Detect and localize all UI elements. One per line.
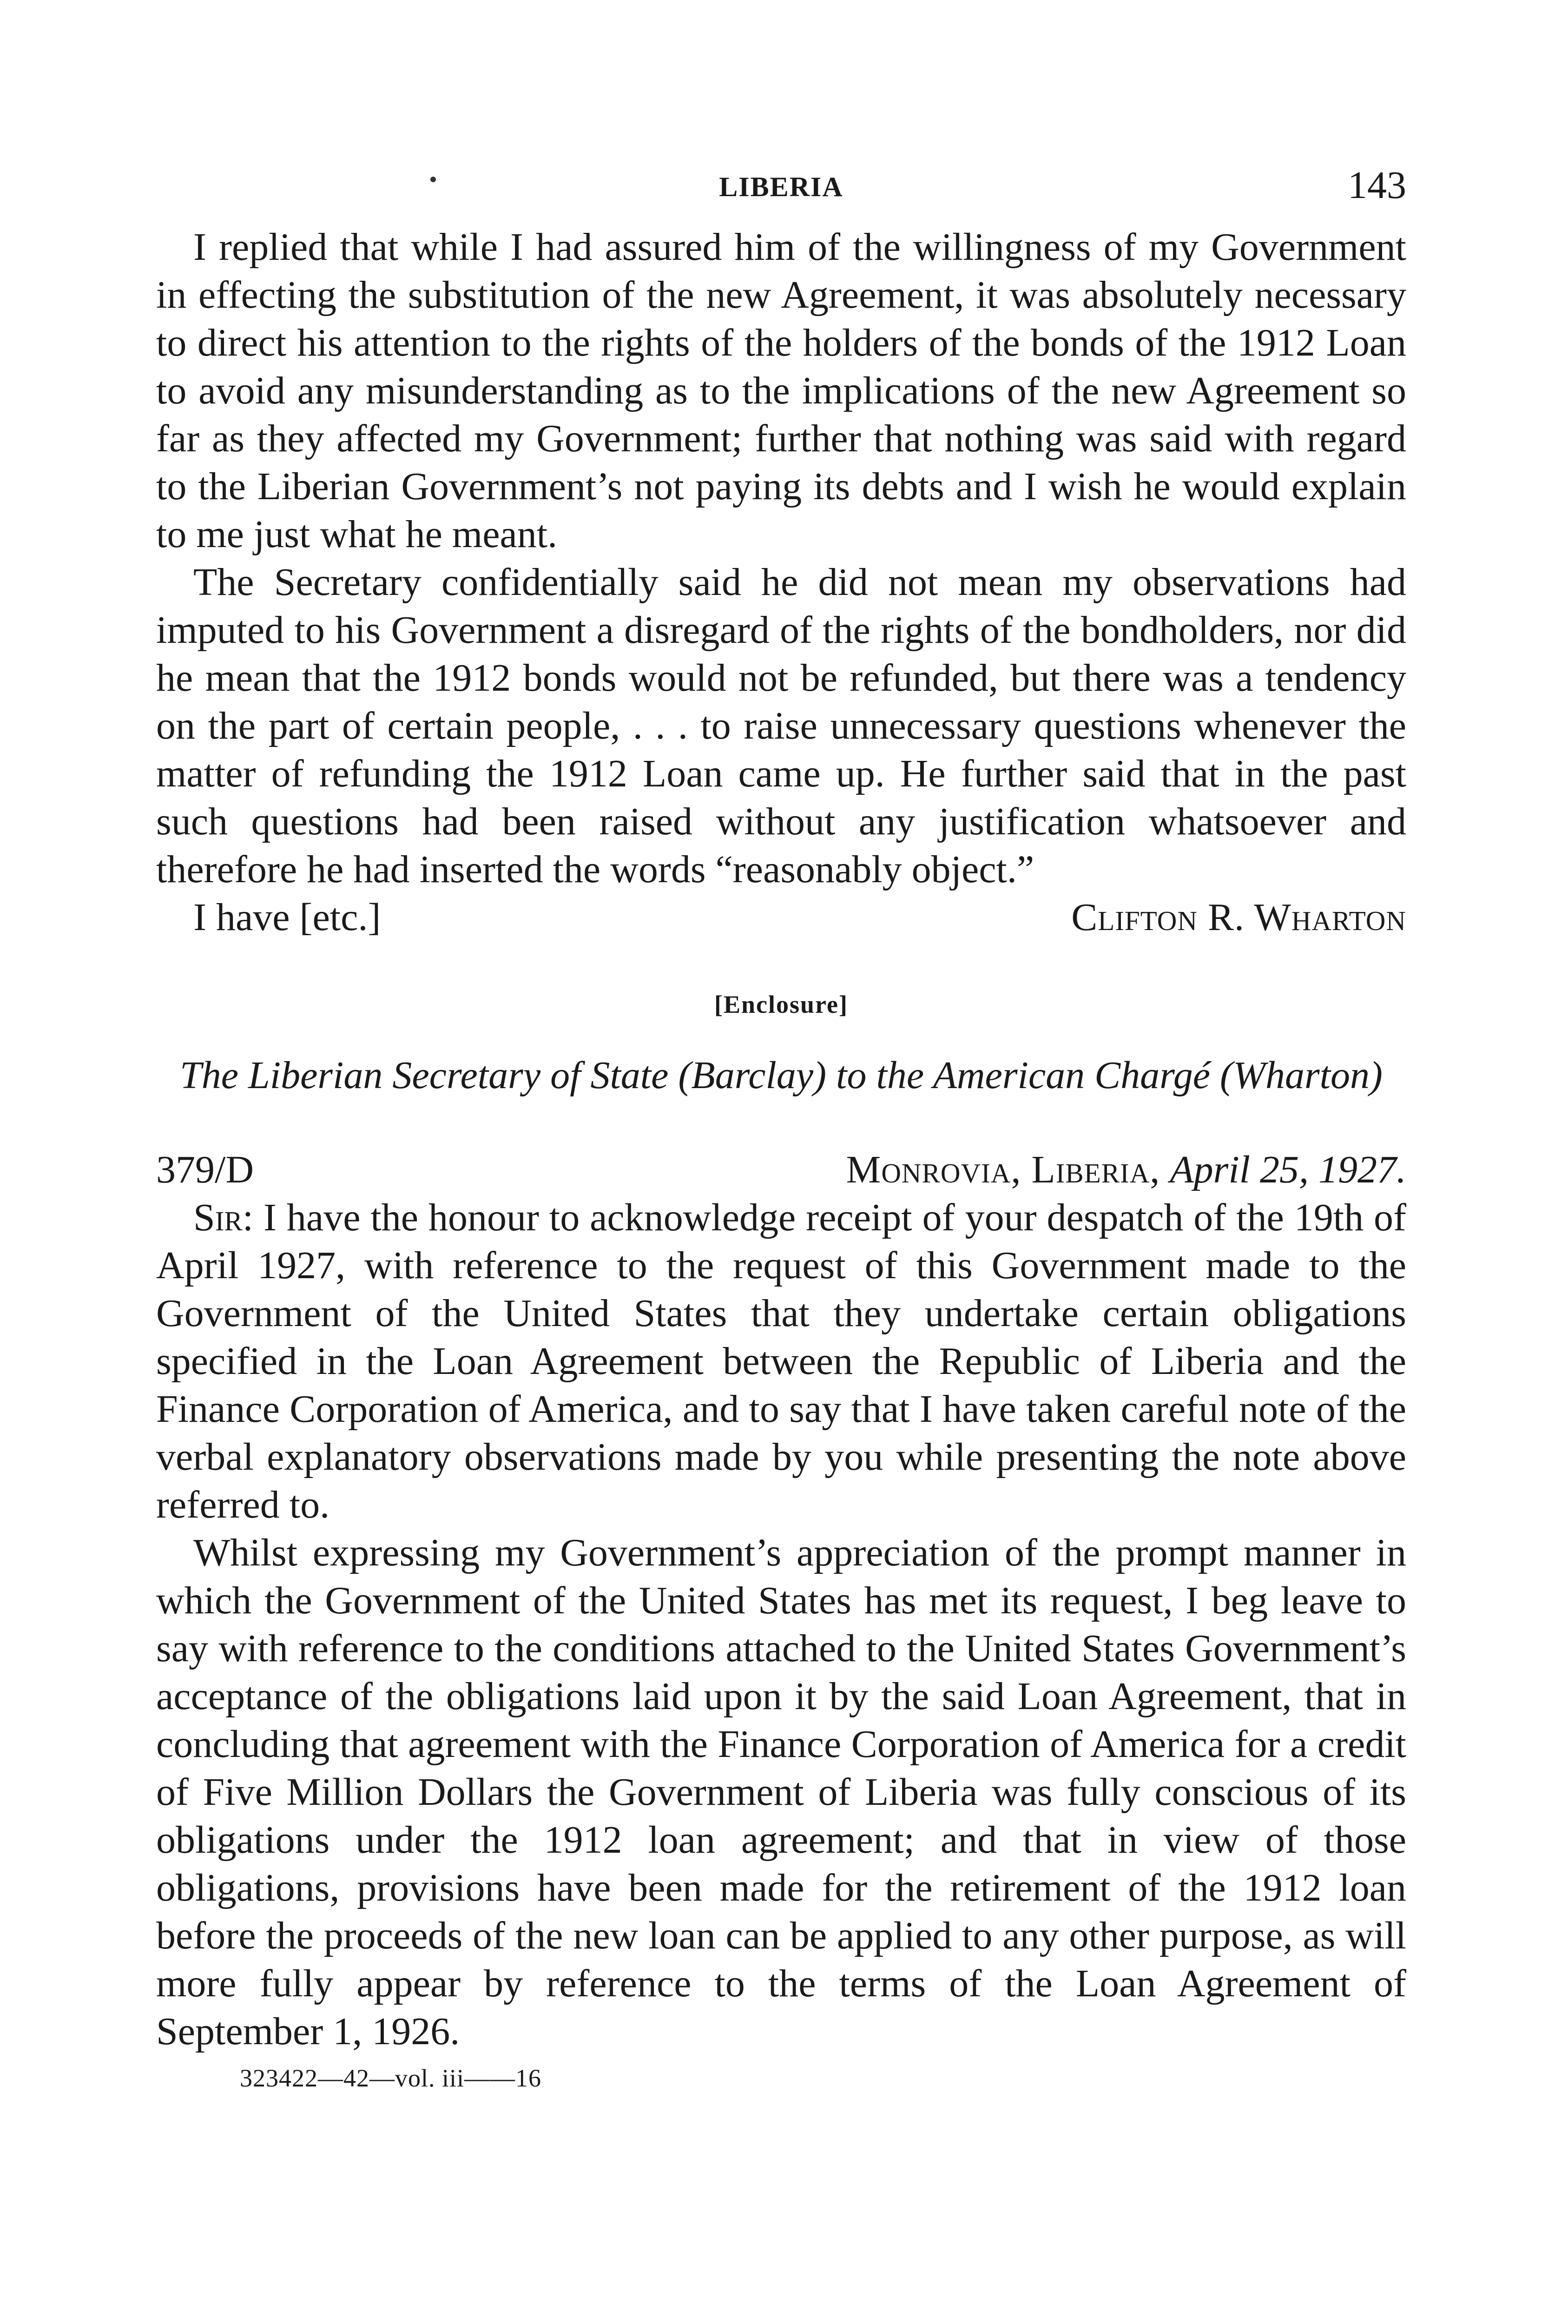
date: April 25, 1927. (1170, 1148, 1406, 1191)
place-and-date (846, 1146, 1406, 1194)
closing-formula: I have [etc.] (193, 896, 381, 939)
letter-closing (156, 893, 1406, 941)
page-number: 143 (1348, 164, 1406, 207)
enclosure-paragraph-1 (156, 1194, 1406, 1529)
enclosure-paragraph-1-text: I have the honour to acknowledge receipt of your despatch of the 19th of April 1927, with reference to the request of this Government made to the Government of the United States that they undertake certain obligations specified in the Loan Agreement between the Republic of Liberia and the Finance Corporation of America, and to say that I have taken careful note of the verbal explanatory observations made by you while presenting the note above referred to. (156, 1196, 1407, 1526)
enclosure-heading: The Liberian Secretary of State (Barclay) to the American Chargé (Wharton) (180, 1054, 1383, 1097)
file-number: 379/D (156, 1148, 254, 1191)
document-page (156, 153, 1406, 2093)
running-title: LIBERIA (719, 172, 843, 202)
letter-paragraph-1: I replied that while I had assured him of the willingness of my Government in effecting the substitution of the new Agreement, it was absolutely necessary to direct his attention to the rights of the holders of the bonds of the 1912 Loan to avoid any misunderstanding as to the implications of the new Agreement so far as they affected my Government; further that nothing was said with regard to the Liberian Government’s not paying its debts and I wish he would explain to me just what he meant. (156, 225, 1406, 556)
enclosure-label: [Enclosure] (714, 990, 848, 1018)
running-header (156, 153, 1406, 223)
dateline (156, 1146, 1406, 1194)
enclosure-paragraph-2: Whilst expressing my Government’s appreciation of the prompt manner in which the Government of the United States has met its request, I beg leave to say with reference to the conditions attached to the United States Government’s acceptance of the obligations laid upon it by the said Loan Agreement, that in concluding that agreement with the Finance Corporation of America for a credit of Five Million Dollars the Government of Liberia was fully conscious of its obligations under the 1912 loan agreement; and that in view of those obligations, provisions have been made for the retirement of the 1912 loan before the proceeds of the new loan can be applied to any other purpose, as will more fully appear by reference to the terms of the Loan Agreement of September 1, 1926. (156, 1531, 1406, 2053)
place: Monrovia, Liberia, (846, 1148, 1160, 1191)
signature: Clifton R. Wharton (1071, 896, 1406, 939)
print-footer: 323422—42—vol. iii——16 (240, 2064, 542, 2092)
letter-paragraph-2: The Secretary confidentially said he did not mean my observations had imputed to his Government a disregard of the rights of the bondholders, nor did he mean that the 1912 bonds would not be refunded, but there was a tendency on the part of certain people, . . . to raise unnecessary questions whenever the matter of refunding the 1912 Loan came up. He further said that in the past such questions had been raised without any justification whatsoever and therefore he had inserted the words “reasonably object.” (156, 561, 1406, 891)
salutation: Sir: (193, 1196, 254, 1239)
